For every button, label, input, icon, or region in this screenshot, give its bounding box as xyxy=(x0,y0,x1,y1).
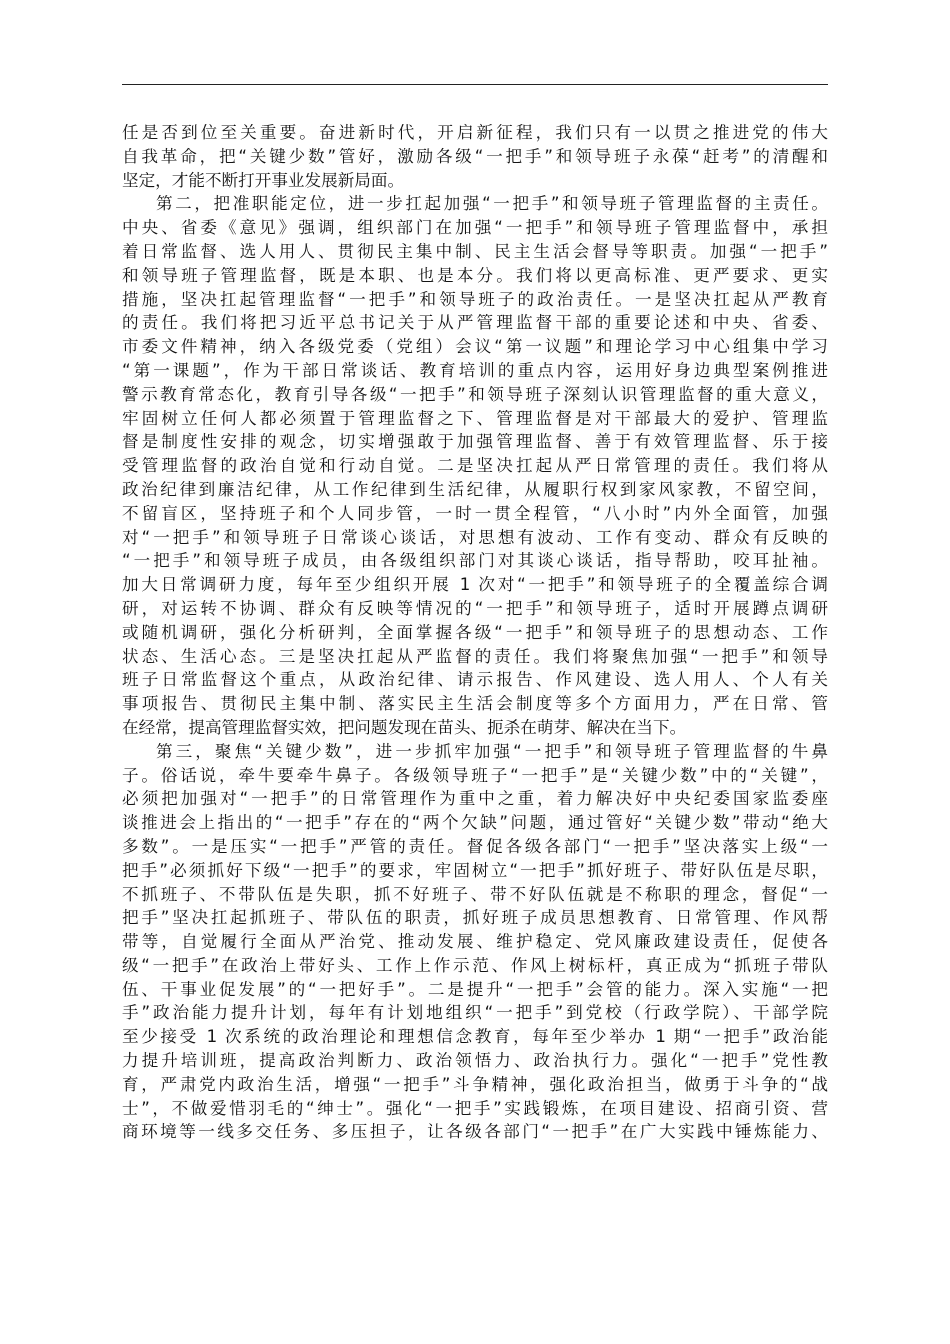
text-line: 和领导班子管理监督，既是本职、也是本分。我们将以更高标准、更严要求、更实 xyxy=(122,265,828,285)
text-line: 受管理监督的政治自觉和行动自觉。二是坚决扛起从严日常管理的责任。我们将从 xyxy=(122,456,828,476)
text-line: 不抓班子、不带队伍是失职，抓不好班子、带不好队伍就是不称职的理念，督促“一 xyxy=(122,884,828,904)
text-line: 育，严肃党内政治生活，增强“一把手”斗争精神，强化政治担当，做勇于斗争的“战 xyxy=(122,1074,828,1094)
text-line: 对“一把手”和领导班子日常谈心谈话，对思想有波动、工作有变动、群众有反映的 xyxy=(122,527,828,547)
text-line: 自我革命，把“关键少数”管好，激励各级“一把手”和领导班子永葆“赶考”的清醒和 xyxy=(122,146,828,166)
text-line: “第一课题”，作为干部日常谈话、教育培训的重点内容，运用好身边典型案例推进 xyxy=(122,360,828,380)
text-line: 不留盲区，坚持班子和个人同步管，一时一贯全程管，“八小时”内外全面管，加强 xyxy=(122,503,828,523)
text-line: 市委文件精神，纳入各级党委（党组）会议“第一议题”和理论学习中心组集中学习 xyxy=(122,337,828,357)
text-line: 牢固树立任何人都必须置于管理监督之下、管理监督是对干部最大的爱护、管理监 xyxy=(122,408,828,428)
text-line: 带等，自觉履行全面从严治党、推动发展、维护稳定、党风廉政建设责任，促使各 xyxy=(122,932,828,952)
text-line: 措施，坚决扛起管理监督“一把手”和领导班子的政治责任。一是坚决扛起从严教育 xyxy=(122,289,828,309)
text-line: 政治纪律到廉洁纪律，从工作纪律到生活纪律，从履职行权到家风家教，不留空间， xyxy=(122,479,828,499)
text-line: 子。俗话说，牵牛要牵牛鼻子。各级领导班子“一把手”是“关键少数”中的“关键”， xyxy=(122,765,828,785)
text-line: 力提升培训班，提高政治判断力、政治领悟力、政治执行力。强化“一把手”党性教 xyxy=(122,1051,828,1071)
text-line: 伍、干事业促发展”的“一把好手”。二是提升“一把手”会管的能力。深入实施“一把 xyxy=(122,979,828,999)
header-rule xyxy=(122,84,828,85)
text-line: 商环境等一线多交任务、多压担子，让各级各部门“一把手”在广大实践中锤炼能力、 xyxy=(122,1122,828,1142)
text-line: 加大日常调研力度，每年至少组织开展 1 次对“一把手”和领导班子的全覆盖综合调 xyxy=(122,575,828,595)
text-line: 手”政治能力提升计划，每年有计划地组织“一把手”到党校（行政学院）、干部学院 xyxy=(122,1003,828,1023)
text-line: 事项报告、贯彻民主集中制、落实民主生活会制度等多个方面用力，严在日常、管 xyxy=(122,694,828,714)
text-line: 把手”必须抓好下级“一把手”的要求，牢固树立“一把手”抓好班子、带好队伍是尽职， xyxy=(122,860,828,880)
text-line: 状态、生活心态。三是坚决扛起从严监督的责任。我们将聚焦加强“一把手”和领导 xyxy=(122,646,828,666)
text-line: 督是制度性安排的观念，切实增强敢于加强管理监督、善于有效管理监督、乐于接 xyxy=(122,432,828,452)
text-line: 或随机调研，强化分析研判，全面掌握各级“一把手”和领导班子的思想动态、工作 xyxy=(122,622,828,642)
text-line: 班子日常监督这个重点，从政治纪律、请示报告、作风建设、选人用人、个人有关 xyxy=(122,670,828,690)
text-line: 研，对运转不协调、群众有反映等情况的“一把手”和领导班子，适时开展蹲点调研 xyxy=(122,598,828,618)
body-text xyxy=(122,121,828,1144)
text-line: 级“一把手”在政治上带好头、工作上作示范、作风上树标杆，真正成为“抓班子带队 xyxy=(122,955,828,975)
text-line: 的责任。我们将把习近平总书记关于从严管理监督干部的重要论述和中央、省委、 xyxy=(122,313,828,333)
text-line: 任是否到位至关重要。奋进新时代，开启新征程，我们只有一以贯之推进党的伟大 xyxy=(122,123,828,142)
text-line: 在经常，提高管理监督实效，把问题发现在苗头、扼杀在萌芽、解决在当下。 xyxy=(122,717,687,737)
text-line: 士”，不做爱惜羽毛的“绅士”。强化“一把手”实践锻炼，在项目建设、招商引资、营 xyxy=(122,1098,828,1118)
text-line: 警示教育常态化，教育引导各级“一把手”和领导班子深刻认识管理监督的重大意义， xyxy=(122,384,828,404)
text-line: “一把手”和领导班子成员，由各级组织部门对其谈心谈话，指导帮助，咬耳扯袖。 xyxy=(122,551,828,571)
text-line: 着日常监督、选人用人、贯彻民主集中制、民主生活会督导等职责。加强“一把手” xyxy=(122,241,828,261)
text-line: 至少接受 1 次系统的政治理论和理想信念教育，每年至少举办 1 期“一把手”政治能 xyxy=(122,1027,828,1047)
text-line: 谈推进会上指出的“一把手”存在的“两个欠缺”问题，通过管好“关键少数”带动“绝大 xyxy=(122,813,828,833)
text-line: 坚定，才能不断打开事业发展新局面。 xyxy=(122,170,405,190)
text-line: 多数”。一是压实“一把手”严管的责任。督促各级各部门“一把手”坚决落实上级“一 xyxy=(122,836,828,856)
text-line: 必须把加强对“一把手”的日常管理作为重中之重，着力解决好中央纪委国家监委座 xyxy=(122,789,828,809)
text-line: 把手”坚决扛起抓班子、带队伍的职责，抓好班子成员思想教育、日常管理、作风帮 xyxy=(122,908,828,928)
paragraph-start-line: 第三，聚焦“关键少数”，进一步抓牢加强“一把手”和领导班子管理监督的牛鼻 xyxy=(156,741,828,761)
text-line: 中央、省委《意见》强调，组织部门在加强“一把手”和领导班子管理监督中，承担 xyxy=(122,218,828,238)
paragraph-start-line: 第二，把准职能定位，进一步扛起加强“一把手”和领导班子管理监督的主责任。 xyxy=(156,194,828,214)
